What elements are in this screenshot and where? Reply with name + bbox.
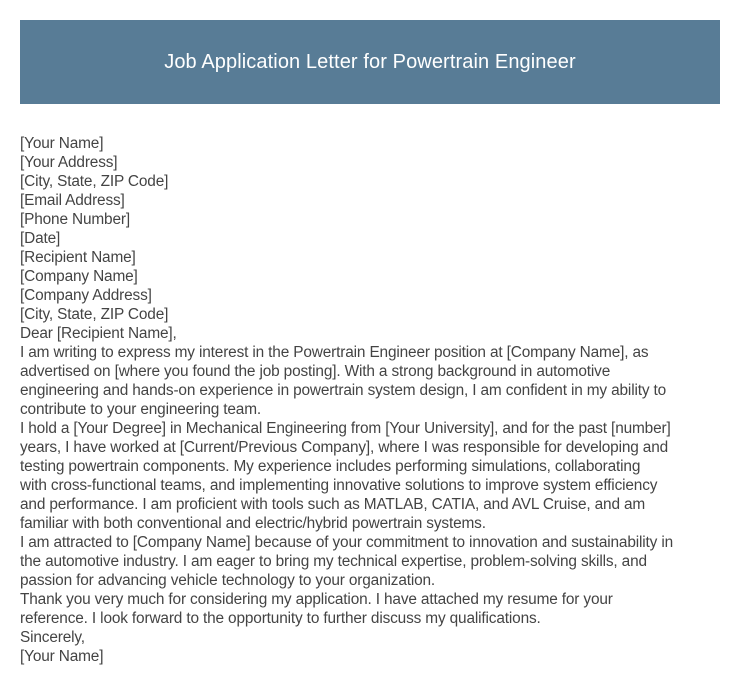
recipient-city-state-zip: [City, State, ZIP Code] bbox=[20, 306, 169, 323]
text-line: familiar with both conventional and electric/hybrid powertrain systems. bbox=[20, 515, 486, 532]
sender-address: [Your Address] bbox=[20, 154, 118, 171]
text-line: and performance. I am proficient with tools such as MATLAB, CATIA, and AVL Cruise, and am bbox=[20, 496, 646, 513]
page-title: Job Application Letter for Powertrain Engineer bbox=[164, 50, 576, 73]
sender-city-state-zip: [City, State, ZIP Code] bbox=[20, 173, 169, 190]
paragraph-motivation bbox=[20, 533, 725, 590]
paragraph-closing bbox=[20, 590, 725, 628]
text-line: with cross-functional teams, and implementing innovative solutions to improve system efficiency bbox=[20, 477, 658, 494]
paragraph-experience bbox=[20, 419, 725, 533]
sender-name: [Your Name] bbox=[20, 135, 104, 152]
letter-date: [Date] bbox=[20, 230, 61, 247]
text-line: reference. I look forward to the opportunity to further discuss my qualifications. bbox=[20, 610, 541, 627]
text-line: I am writing to express my interest in the Powertrain Engineer position at [Company Name], as bbox=[20, 344, 649, 361]
letter-body bbox=[20, 134, 725, 666]
text-line: Thank you very much for considering my application. I have attached my resume for your bbox=[20, 591, 613, 608]
title-banner bbox=[20, 20, 720, 104]
recipient-company: [Company Name] bbox=[20, 268, 138, 285]
salutation: Dear [Recipient Name], bbox=[20, 325, 177, 342]
paragraph-introduction bbox=[20, 343, 725, 419]
text-line: engineering and hands-on experience in powertrain system design, I am confident in my ability to bbox=[20, 382, 667, 399]
text-line: I hold a [Your Degree] in Mechanical Engineering from [Your University], and for the past [number] bbox=[20, 420, 671, 437]
sender-phone: [Phone Number] bbox=[20, 211, 130, 228]
closing: Sincerely, bbox=[20, 629, 85, 646]
signature: [Your Name] bbox=[20, 648, 104, 665]
recipient-block bbox=[20, 248, 725, 324]
sender-block bbox=[20, 134, 725, 248]
sender-email: [Email Address] bbox=[20, 192, 125, 209]
text-line: passion for advancing vehicle technology to your organization. bbox=[20, 572, 436, 589]
recipient-name: [Recipient Name] bbox=[20, 249, 136, 266]
text-line: I am attracted to [Company Name] because of your commitment to innovation and sustainability in bbox=[20, 534, 674, 551]
text-line: the automotive industry. I am eager to bring my technical expertise, problem-solving skills, and bbox=[20, 553, 647, 570]
text-line: testing powertrain components. My experience includes performing simulations, collaborating bbox=[20, 458, 641, 475]
text-line: years, I have worked at [Current/Previous Company], where I was responsible for developing and bbox=[20, 439, 669, 456]
recipient-company-address: [Company Address] bbox=[20, 287, 152, 304]
text-line: advertised on [where you found the job posting]. With a strong background in automotive bbox=[20, 363, 611, 380]
text-line: contribute to your engineering team. bbox=[20, 401, 262, 418]
